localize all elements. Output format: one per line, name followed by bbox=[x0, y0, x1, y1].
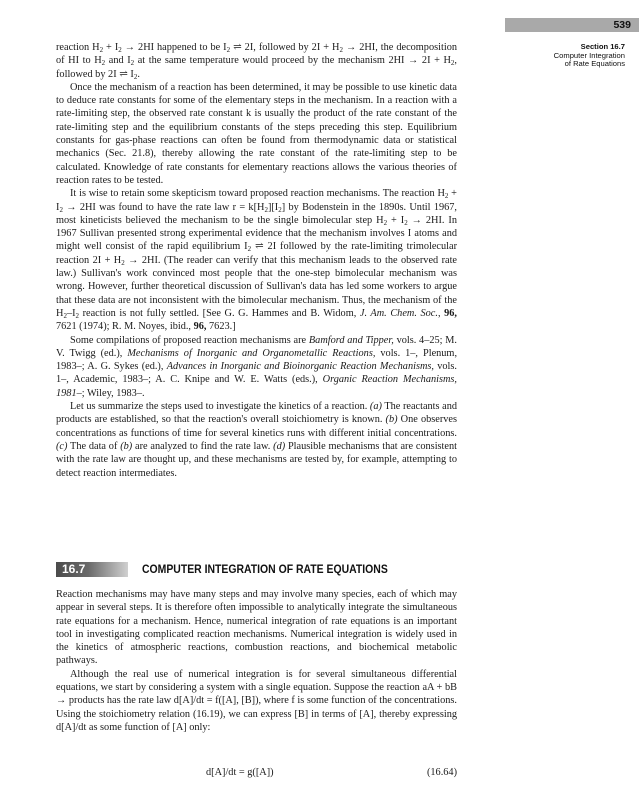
upper-body-text bbox=[56, 41, 457, 480]
equation-number: (16.64) bbox=[426, 767, 457, 778]
section-number: 16.7 bbox=[62, 562, 86, 576]
equation-body: d[A]/dt = g([A]) bbox=[206, 767, 274, 778]
section-number-box bbox=[56, 562, 128, 577]
paragraph-numerical-integration: Reaction mechanisms may have many steps and may involve many species, each of which may appear in several steps. It is therefore often impossible to analytically integrate the simultaneous rate equations for a mechanism. Hence, numerical integration of rate equations is an important tool in investigating complicated reaction mechanisms. Numerical integration is widely used in the kinetics of atmospheric reactions, combustion reactions, and biochemical metabolic pathways. bbox=[56, 589, 457, 667]
running-head-title-line1: Computer Integration bbox=[553, 50, 625, 60]
paragraph-skepticism: It is wise to retain some skepticism toward proposed reaction mechanisms. The reaction $H_2 + I_2 \to 2HI$ was found to have the rate law $r = k[H_2][I_2]$ by Bodenstein in the 1890s. Until 1967, most kineticists believed the mechanism to be the single bimolecular step $H_2 + I_2 \to 2HI$. In 1967 Sullivan presented strong experimental evidence that the mechanism involves I atoms and might well consist of the rapid equilibrium $I_2$ ⇌ 2I followed by the rate-limiting trimolecular reaction $2I + H_2 \to 2HI$. (The reader can verify that this mechanism leads to the observed rate law.) Sullivan's work convinced most people that the one-step bimolecular mechanism was wrong. However, further theoretical discussion of Sullivan's data has led some workers to argue that these data are not inconsistent with the bimolecular mechanism. Thus, the mechanism of the $H_2-I_2$ reaction is not fully settled. [See G. G. Hammes and B. Widom, J. Am. Chem. Soc., 96, 7621 (1974); R. M. Noyes, ibid., 96, 7623.] bbox=[56, 188, 458, 333]
paragraph-hi-mechanism: reaction $H_2 + I_2 \to 2HI$ happened to be $I_2$ ⇌ 2I, followed by $2I + H_2 \to 2HI$, the decomposition of HI to $H_2$ and $I_2$ at the same temperature would proceed by the mechanism $2HI \to 2I + H_2$, followed by 2I ⇌ $I_2$. bbox=[56, 42, 457, 81]
section-heading bbox=[56, 561, 457, 578]
paragraph-single-equation: Although the real use of numerical integration is for several simultaneous differential equations, we start by considering a system with a single equation. Suppose the reaction aA + bB → products has the rate law d[A]/dt = f([A], [B]), where f is some function of the concentrations. Using the stoichiometry relation (16.19), we can express [B] in terms of [A], thereby expressing d[A]/dt as some function of [A] only: bbox=[56, 668, 457, 733]
paragraph-rate-constants: Once the mechanism of a reaction has been determined, it may be possible to use kinetic data to deduce rate constants for some of the elementary steps in the mechanism. In a reaction with a rate-limiting step, the observed rate constant k is usually the product of the rate constant of the rate-limiting step and the equilibrium constants of the steps preceding this step. Equilibrium constants for gas-phase reactions can often be found from thermodynamic data or statistical mechanics (Sec. 21.8), thereby allowing the rate constant of the rate-limiting step to be calculated. Knowledge of rate constants for elementary reactions allows the various theories of reaction rates to be tested. bbox=[56, 81, 457, 186]
running-head bbox=[505, 43, 625, 69]
running-head-section: Section 16.7 bbox=[580, 42, 625, 51]
section-title: COMPUTER INTEGRATION OF RATE EQUATIONS bbox=[142, 563, 388, 576]
lower-body-text bbox=[56, 588, 457, 734]
page-number: 539 bbox=[613, 19, 631, 31]
page-number-bar bbox=[505, 18, 639, 32]
paragraph-compilations: Some compilations of proposed reaction mechanisms are Bamford and Tipper, vols. 4–25; M. V. Twigg (ed.), Mechanisms of Inorganic and Organometallic Reactions, vols. 1–, Plenum, 1983–; A. G. Sykes (ed.), Advances in Inorganic and Bioinorganic Reaction Mechanisms, vols. 1–, Academic, 1983–; A. C. Knipe and W. E. Watts (eds.), Organic Reaction Mechanisms, 1981–; Wiley, 1983–. bbox=[56, 334, 458, 399]
paragraph-summary-steps: Let us summarize the steps used to investigate the kinetics of a reaction. (a) The reactants and products are established, so that the reaction's overall stoichiometry is known. (b) One observes concentrations as functions of time for several kinetics runs with different initial concentrations. (c) The data of (b) are analyzed to find the rate law. (d) Plausible mechanisms that are consistent with the rate law are thought up, and these mechanisms are tested by, for example, attempting to detect reaction intermediates. bbox=[56, 401, 457, 479]
equation-16-64 bbox=[56, 766, 457, 780]
running-head-title-line2: of Rate Equations bbox=[564, 59, 625, 69]
